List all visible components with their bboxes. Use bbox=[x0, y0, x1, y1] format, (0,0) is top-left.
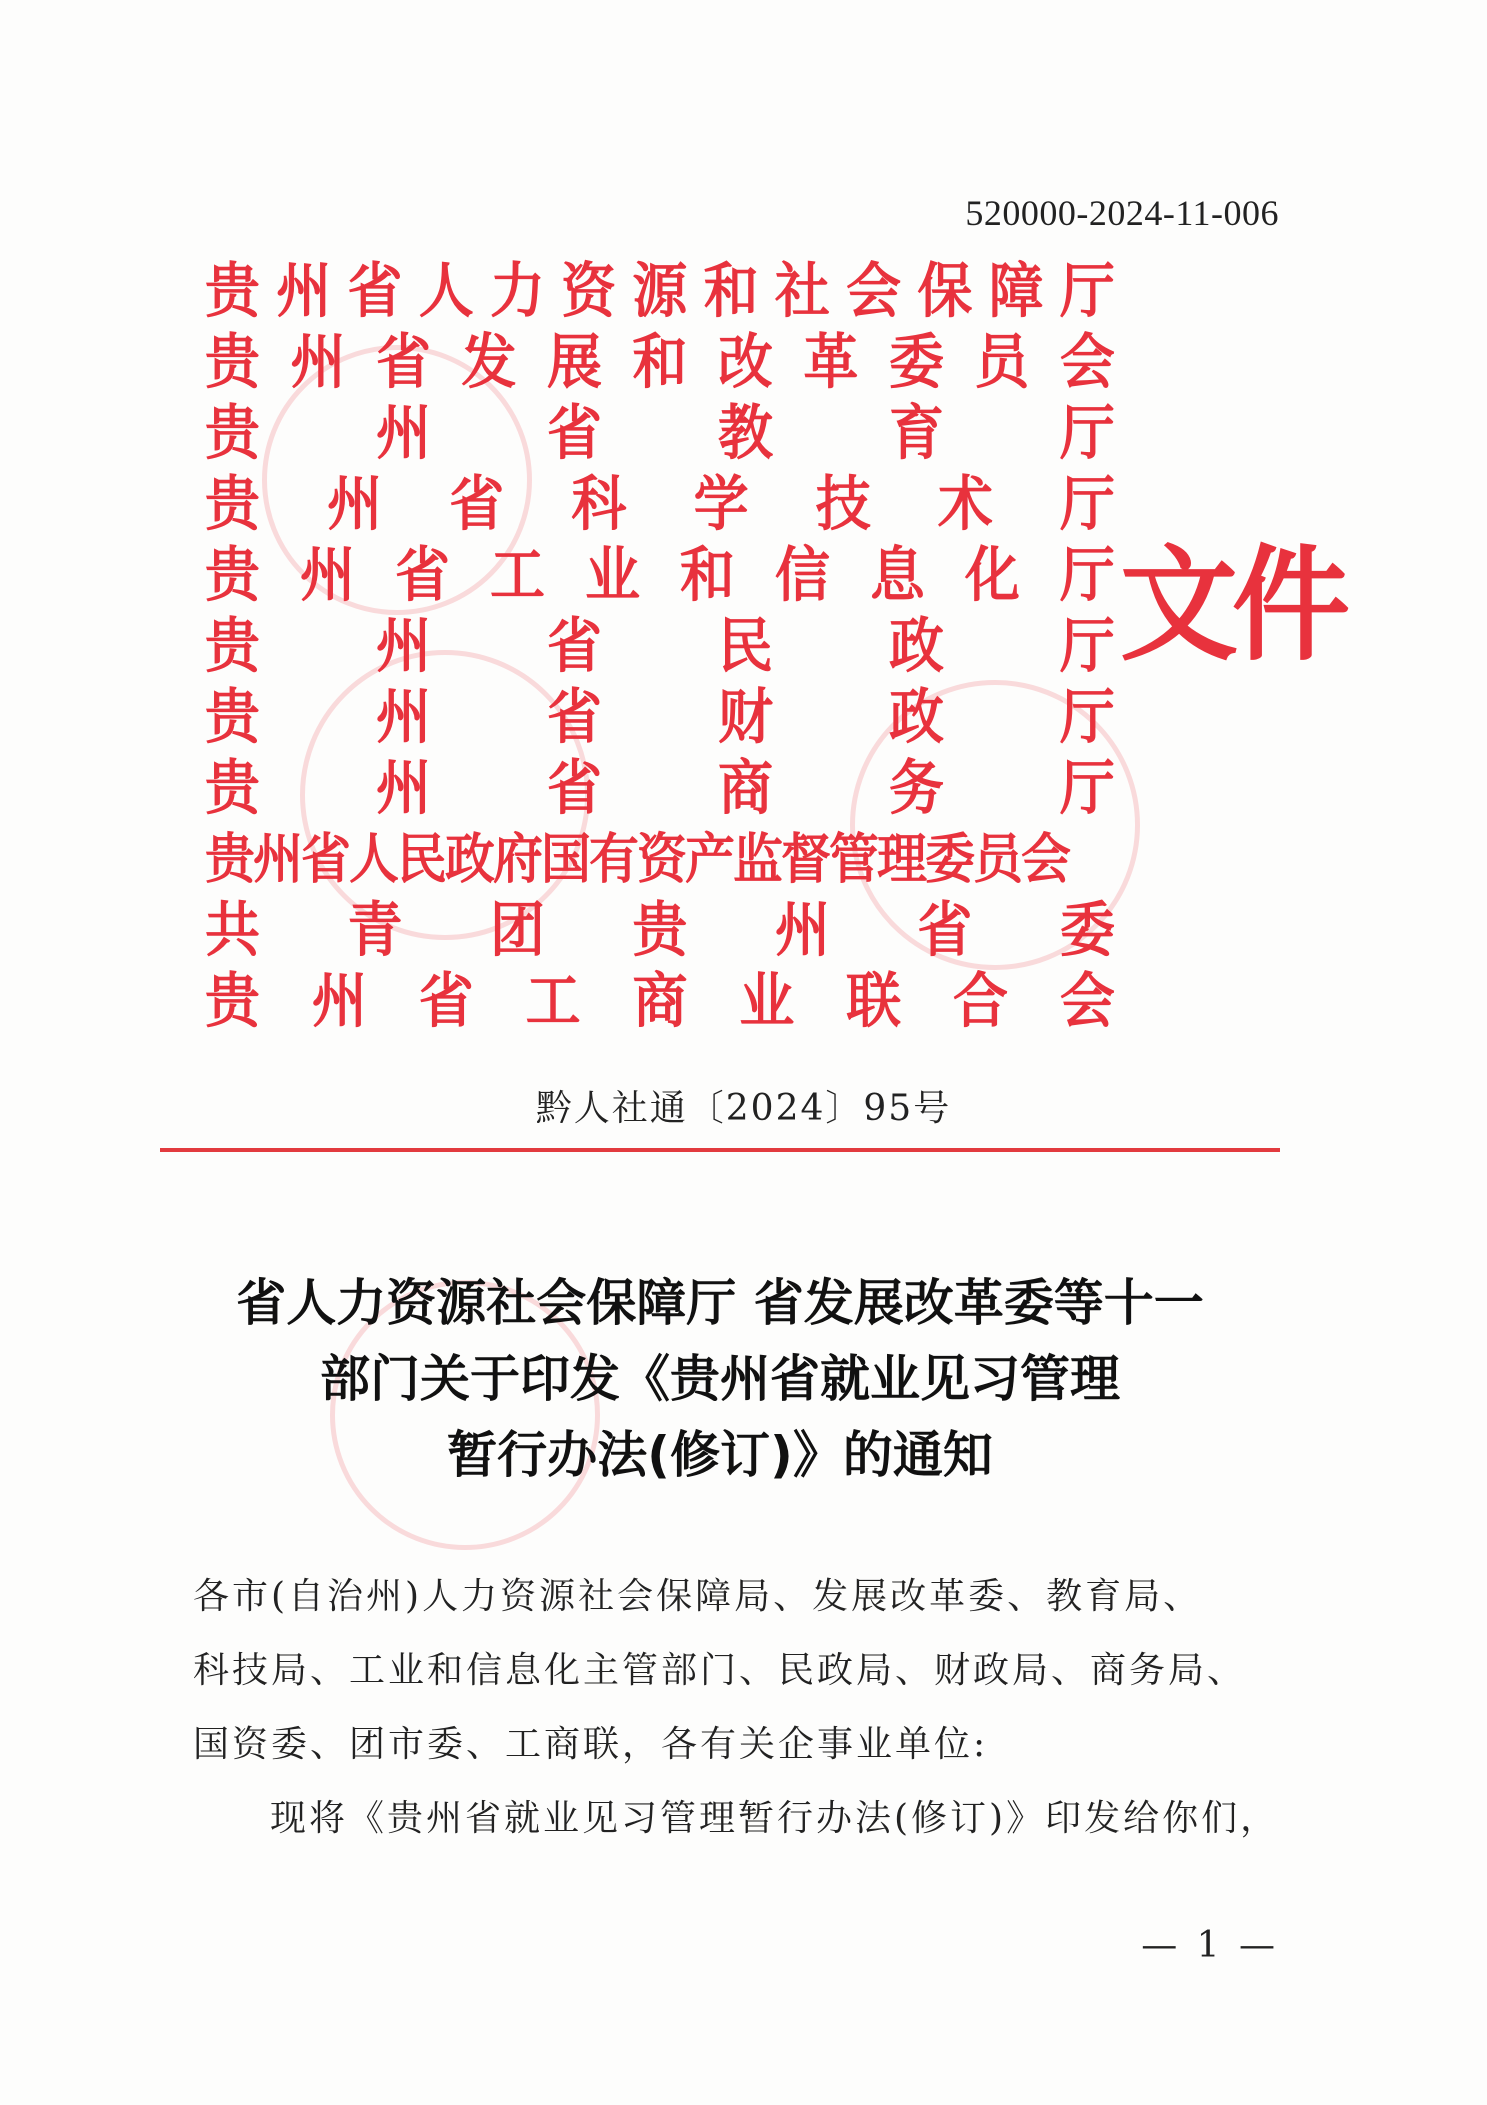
issuer-text: 合 bbox=[953, 965, 1009, 1036]
issuer-text: 人 bbox=[418, 255, 474, 326]
issuer-text: 州 bbox=[327, 468, 383, 539]
issuer-text: 业 bbox=[739, 965, 795, 1036]
issuer-text: 商 bbox=[717, 752, 773, 823]
issuer-text: 州 bbox=[311, 965, 367, 1036]
issuer-text: 州 bbox=[375, 610, 431, 681]
issuer-text: 厅 bbox=[1059, 397, 1115, 468]
page-number: — 1 — bbox=[1141, 1925, 1279, 1966]
issuer-text: 和 bbox=[632, 326, 688, 397]
red-separator-line bbox=[160, 1148, 1280, 1152]
issuer-text: 青 bbox=[347, 894, 403, 965]
issuer-row bbox=[205, 891, 1115, 968]
issuer-text: 贵 bbox=[205, 468, 261, 539]
document-code: 520000-2024-11-006 bbox=[965, 193, 1279, 233]
issuer-text: 会 bbox=[846, 255, 902, 326]
issuer-text: 和 bbox=[679, 539, 735, 610]
title-line-1: 省人力资源社会保障厅 省发展改革委等十一 bbox=[236, 1274, 1204, 1332]
issuer-text: 州 bbox=[774, 894, 830, 965]
issuer-text: 贵 bbox=[632, 894, 688, 965]
issuer-text: 贵 bbox=[205, 965, 261, 1036]
issuer-text: 会 bbox=[1059, 965, 1115, 1036]
issuer-row bbox=[205, 465, 1115, 542]
issuer-text: 和 bbox=[703, 255, 759, 326]
issuer-text: 团 bbox=[489, 894, 545, 965]
issuer-text: 共 bbox=[205, 894, 261, 965]
issuer-text: 省 bbox=[394, 539, 450, 610]
issuer-text: 资 bbox=[561, 255, 617, 326]
issuer-text: 联 bbox=[846, 965, 902, 1036]
issuer-text: 信 bbox=[774, 539, 830, 610]
issuer-text: 州 bbox=[375, 681, 431, 752]
issuer-text: 厅 bbox=[1059, 255, 1115, 326]
issuer-text: 业 bbox=[584, 539, 640, 610]
issuer-row bbox=[205, 962, 1115, 1039]
title-line-2: 部门关于印发《贵州省就业见习管理 bbox=[320, 1350, 1120, 1408]
issuer-text: 厅 bbox=[1059, 539, 1115, 610]
issuer-text: 育 bbox=[888, 397, 944, 468]
issuer-text: 厅 bbox=[1059, 610, 1115, 681]
issuer-text: 科 bbox=[571, 468, 627, 539]
issuer-text: 州 bbox=[276, 255, 332, 326]
issuer-text: 省 bbox=[917, 894, 973, 965]
issuer-text: 工 bbox=[489, 539, 545, 610]
document-title bbox=[160, 1265, 1280, 1493]
issuer-text: 政 bbox=[888, 681, 944, 752]
issuer-row bbox=[205, 607, 1115, 684]
issuer-text: 力 bbox=[489, 255, 545, 326]
issuer-block bbox=[205, 255, 1115, 1036]
issuer-text: 障 bbox=[988, 255, 1044, 326]
issuer-text: 省 bbox=[375, 326, 431, 397]
issuer-row bbox=[205, 394, 1115, 471]
issuer-text: 民 bbox=[717, 610, 773, 681]
issuer-text: 省 bbox=[546, 681, 602, 752]
issuer-text: 厅 bbox=[1059, 681, 1115, 752]
issuer-text: 委 bbox=[888, 326, 944, 397]
issuer-text: 化 bbox=[964, 539, 1020, 610]
issuer-text: 学 bbox=[693, 468, 749, 539]
issuer-text: 息 bbox=[869, 539, 925, 610]
issuer-text: 教 bbox=[717, 397, 773, 468]
issuer-text: 财 bbox=[717, 681, 773, 752]
issuer-text: 贵 bbox=[205, 397, 261, 468]
issuer-text: 贵 bbox=[205, 610, 261, 681]
issuer-text: 政 bbox=[888, 610, 944, 681]
issuer-text: 省 bbox=[546, 752, 602, 823]
addressee-line-3: 国资委、团市委、工商联，各有关企事业单位: bbox=[193, 1724, 989, 1765]
issuer-text: 州 bbox=[299, 539, 355, 610]
issuer-text: 厅 bbox=[1059, 752, 1115, 823]
file-label: 文件 bbox=[1120, 531, 1345, 678]
issuer-text: 贵 bbox=[205, 681, 261, 752]
issuer-text: 州 bbox=[290, 326, 346, 397]
issuer-text: 展 bbox=[546, 326, 602, 397]
issuer-text: 工 bbox=[525, 965, 581, 1036]
issuer-row bbox=[205, 323, 1115, 400]
issuer-text: 源 bbox=[632, 255, 688, 326]
body-paragraph: 现将《贵州省就业见习管理暂行办法(修订)》印发给你们， bbox=[270, 1798, 1280, 1839]
document-number: 黔人社通〔2024〕95号 bbox=[535, 1088, 952, 1129]
issuer-text: 州 bbox=[375, 397, 431, 468]
issuer-text: 贵州省人民政府国有资产监督管理委员会 bbox=[205, 826, 1069, 891]
issuer-row bbox=[205, 252, 1115, 329]
title-line-3: 暂行办法(修订)》的通知 bbox=[447, 1426, 993, 1484]
issuer-row bbox=[205, 678, 1115, 755]
issuer-text: 社 bbox=[774, 255, 830, 326]
issuer-text: 省 bbox=[546, 610, 602, 681]
issuer-text: 商 bbox=[632, 965, 688, 1036]
issuer-text: 贵 bbox=[205, 752, 261, 823]
issuer-text: 委 bbox=[1059, 894, 1115, 965]
issuer-text: 厅 bbox=[1059, 468, 1115, 539]
issuer-text: 省 bbox=[449, 468, 505, 539]
issuer-text: 贵 bbox=[205, 326, 261, 397]
issuer-text: 省 bbox=[546, 397, 602, 468]
issuer-text: 会 bbox=[1059, 326, 1115, 397]
issuer-row bbox=[205, 820, 1115, 897]
addressee-line-2: 科技局、工业和信息化主管部门、民政局、财政局、商务局、 bbox=[193, 1650, 1247, 1691]
issuer-text: 术 bbox=[937, 468, 993, 539]
issuer-text: 省 bbox=[347, 255, 403, 326]
issuer-text: 改 bbox=[717, 326, 773, 397]
addressee bbox=[193, 1560, 1283, 1782]
issuer-text: 州 bbox=[375, 752, 431, 823]
issuer-text: 员 bbox=[974, 326, 1030, 397]
issuer-row bbox=[205, 536, 1115, 613]
issuer-text: 贵 bbox=[205, 539, 261, 610]
issuer-text: 革 bbox=[803, 326, 859, 397]
issuer-text: 省 bbox=[418, 965, 474, 1036]
issuer-row bbox=[205, 749, 1115, 826]
issuer-text: 务 bbox=[888, 752, 944, 823]
issuer-text: 保 bbox=[917, 255, 973, 326]
issuer-text: 发 bbox=[461, 326, 517, 397]
issuer-text: 贵 bbox=[205, 255, 261, 326]
issuer-text: 技 bbox=[815, 468, 871, 539]
addressee-line-1: 各市(自治州)人力资源社会保障局、发展改革委、教育局、 bbox=[193, 1576, 1203, 1617]
